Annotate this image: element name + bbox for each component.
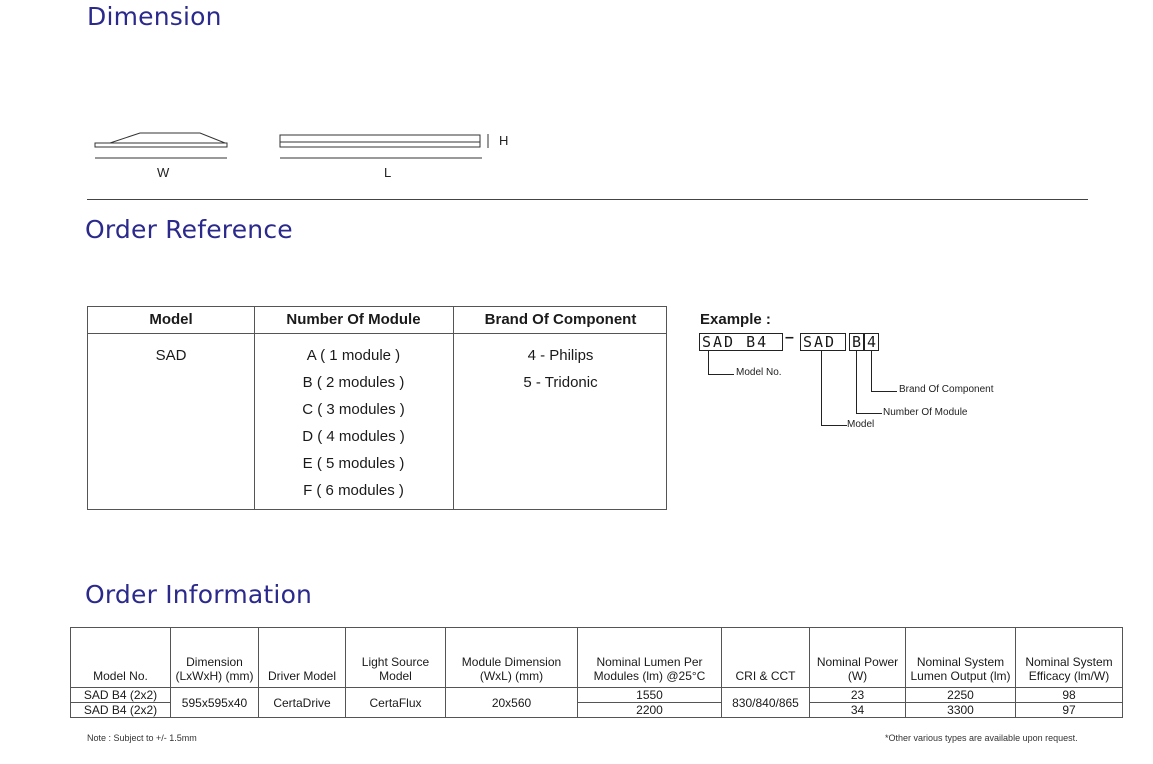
cell-module-dimension: 20x560 — [446, 688, 578, 718]
order-reference-table — [87, 306, 667, 510]
order-information-table — [70, 627, 1123, 718]
list-item: A ( 1 module ) — [306, 347, 401, 364]
dimension-drawing — [90, 128, 510, 168]
header-cri-cct: CRI & CCT — [722, 628, 810, 688]
header-model: Model — [149, 311, 193, 328]
list-item: C ( 3 modules ) — [302, 401, 405, 418]
leader-line — [856, 351, 857, 413]
cell-system-lumen: 3300 — [906, 703, 1016, 718]
cell-lumen-per-module: 1550 — [578, 688, 722, 703]
header-number-of-module: Number Of Module — [286, 311, 421, 328]
width-label: W — [157, 165, 170, 180]
brand-list — [453, 342, 668, 396]
module-list — [254, 342, 453, 504]
list-item: F ( 6 modules ) — [303, 482, 404, 499]
header-system-efficacy: Nominal System Efficacy (lm/W) — [1016, 628, 1123, 688]
table-row — [71, 688, 1123, 703]
example-code-module: B — [849, 333, 864, 351]
cell-dimension: 595x595x40 — [171, 688, 259, 718]
length-label: L — [384, 165, 392, 180]
list-item: 4 - Philips — [527, 347, 594, 364]
header-lumen-per-module: Nominal Lumen Per Modules (lm) @25°C — [578, 628, 722, 688]
header-nominal-power: Nominal Power (W) — [810, 628, 906, 688]
cell-cri-cct: 830/840/865 — [722, 688, 810, 718]
header-driver-model: Driver Model — [259, 628, 346, 688]
header-dimension: Dimension (LxWxH) (mm) — [171, 628, 259, 688]
list-item: E ( 5 modules ) — [302, 455, 405, 472]
leader-line — [856, 413, 882, 414]
section-divider — [87, 199, 1088, 200]
example-dash: – — [785, 329, 794, 346]
cell-driver: CertaDrive — [259, 688, 346, 718]
example-code-brand: 4 — [864, 333, 879, 351]
leader-line — [871, 351, 872, 391]
label-model-no: Model No. — [736, 367, 782, 378]
label-model: Model — [847, 419, 875, 430]
header-module-dimension: Module Dimension (WxL) (mm) — [446, 628, 578, 688]
cell-power: 34 — [810, 703, 906, 718]
cell-system-lumen: 2250 — [906, 688, 1016, 703]
note-tolerance: Note : Subject to +/- 1.5mm — [87, 733, 197, 743]
header-model-no: Model No. — [71, 628, 171, 688]
header-system-lumen: Nominal System Lumen Output (lm) — [906, 628, 1016, 688]
example-code-model: SAD — [800, 333, 846, 351]
leader-line — [708, 351, 709, 374]
cell-model: SAD B4 (2x2) — [71, 703, 171, 718]
cell-light-source: CertaFlux — [346, 688, 446, 718]
leader-line — [871, 391, 897, 392]
height-label: H — [499, 133, 509, 148]
order-reference-heading: Order Reference — [85, 215, 293, 244]
label-module: Number Of Module — [883, 407, 968, 418]
leader-line — [821, 425, 847, 426]
cell-lumen-per-module: 2200 — [578, 703, 722, 718]
cell-model: SAD B4 (2x2) — [71, 688, 171, 703]
header-brand-of-component: Brand Of Component — [484, 311, 637, 328]
example-title: Example : — [700, 311, 771, 328]
model-value: SAD — [155, 347, 187, 364]
column-divider — [453, 307, 454, 509]
order-information-heading: Order Information — [85, 580, 313, 609]
list-item: B ( 2 modules ) — [302, 374, 405, 391]
leader-line — [821, 351, 822, 425]
example-code-full: SAD B4 — [699, 333, 783, 351]
table-header-divider — [88, 333, 666, 334]
list-item: D ( 4 modules ) — [302, 428, 405, 445]
label-brand: Brand Of Component — [899, 384, 994, 395]
list-item: 5 - Tridonic — [523, 374, 598, 391]
note-availability: *Other various types are available upon request. — [885, 733, 1078, 743]
header-light-source: Light Source Model — [346, 628, 446, 688]
leader-line — [708, 374, 734, 375]
cell-power: 23 — [810, 688, 906, 703]
dimension-heading: Dimension — [87, 2, 222, 31]
cell-efficacy: 97 — [1016, 703, 1123, 718]
cell-efficacy: 98 — [1016, 688, 1123, 703]
